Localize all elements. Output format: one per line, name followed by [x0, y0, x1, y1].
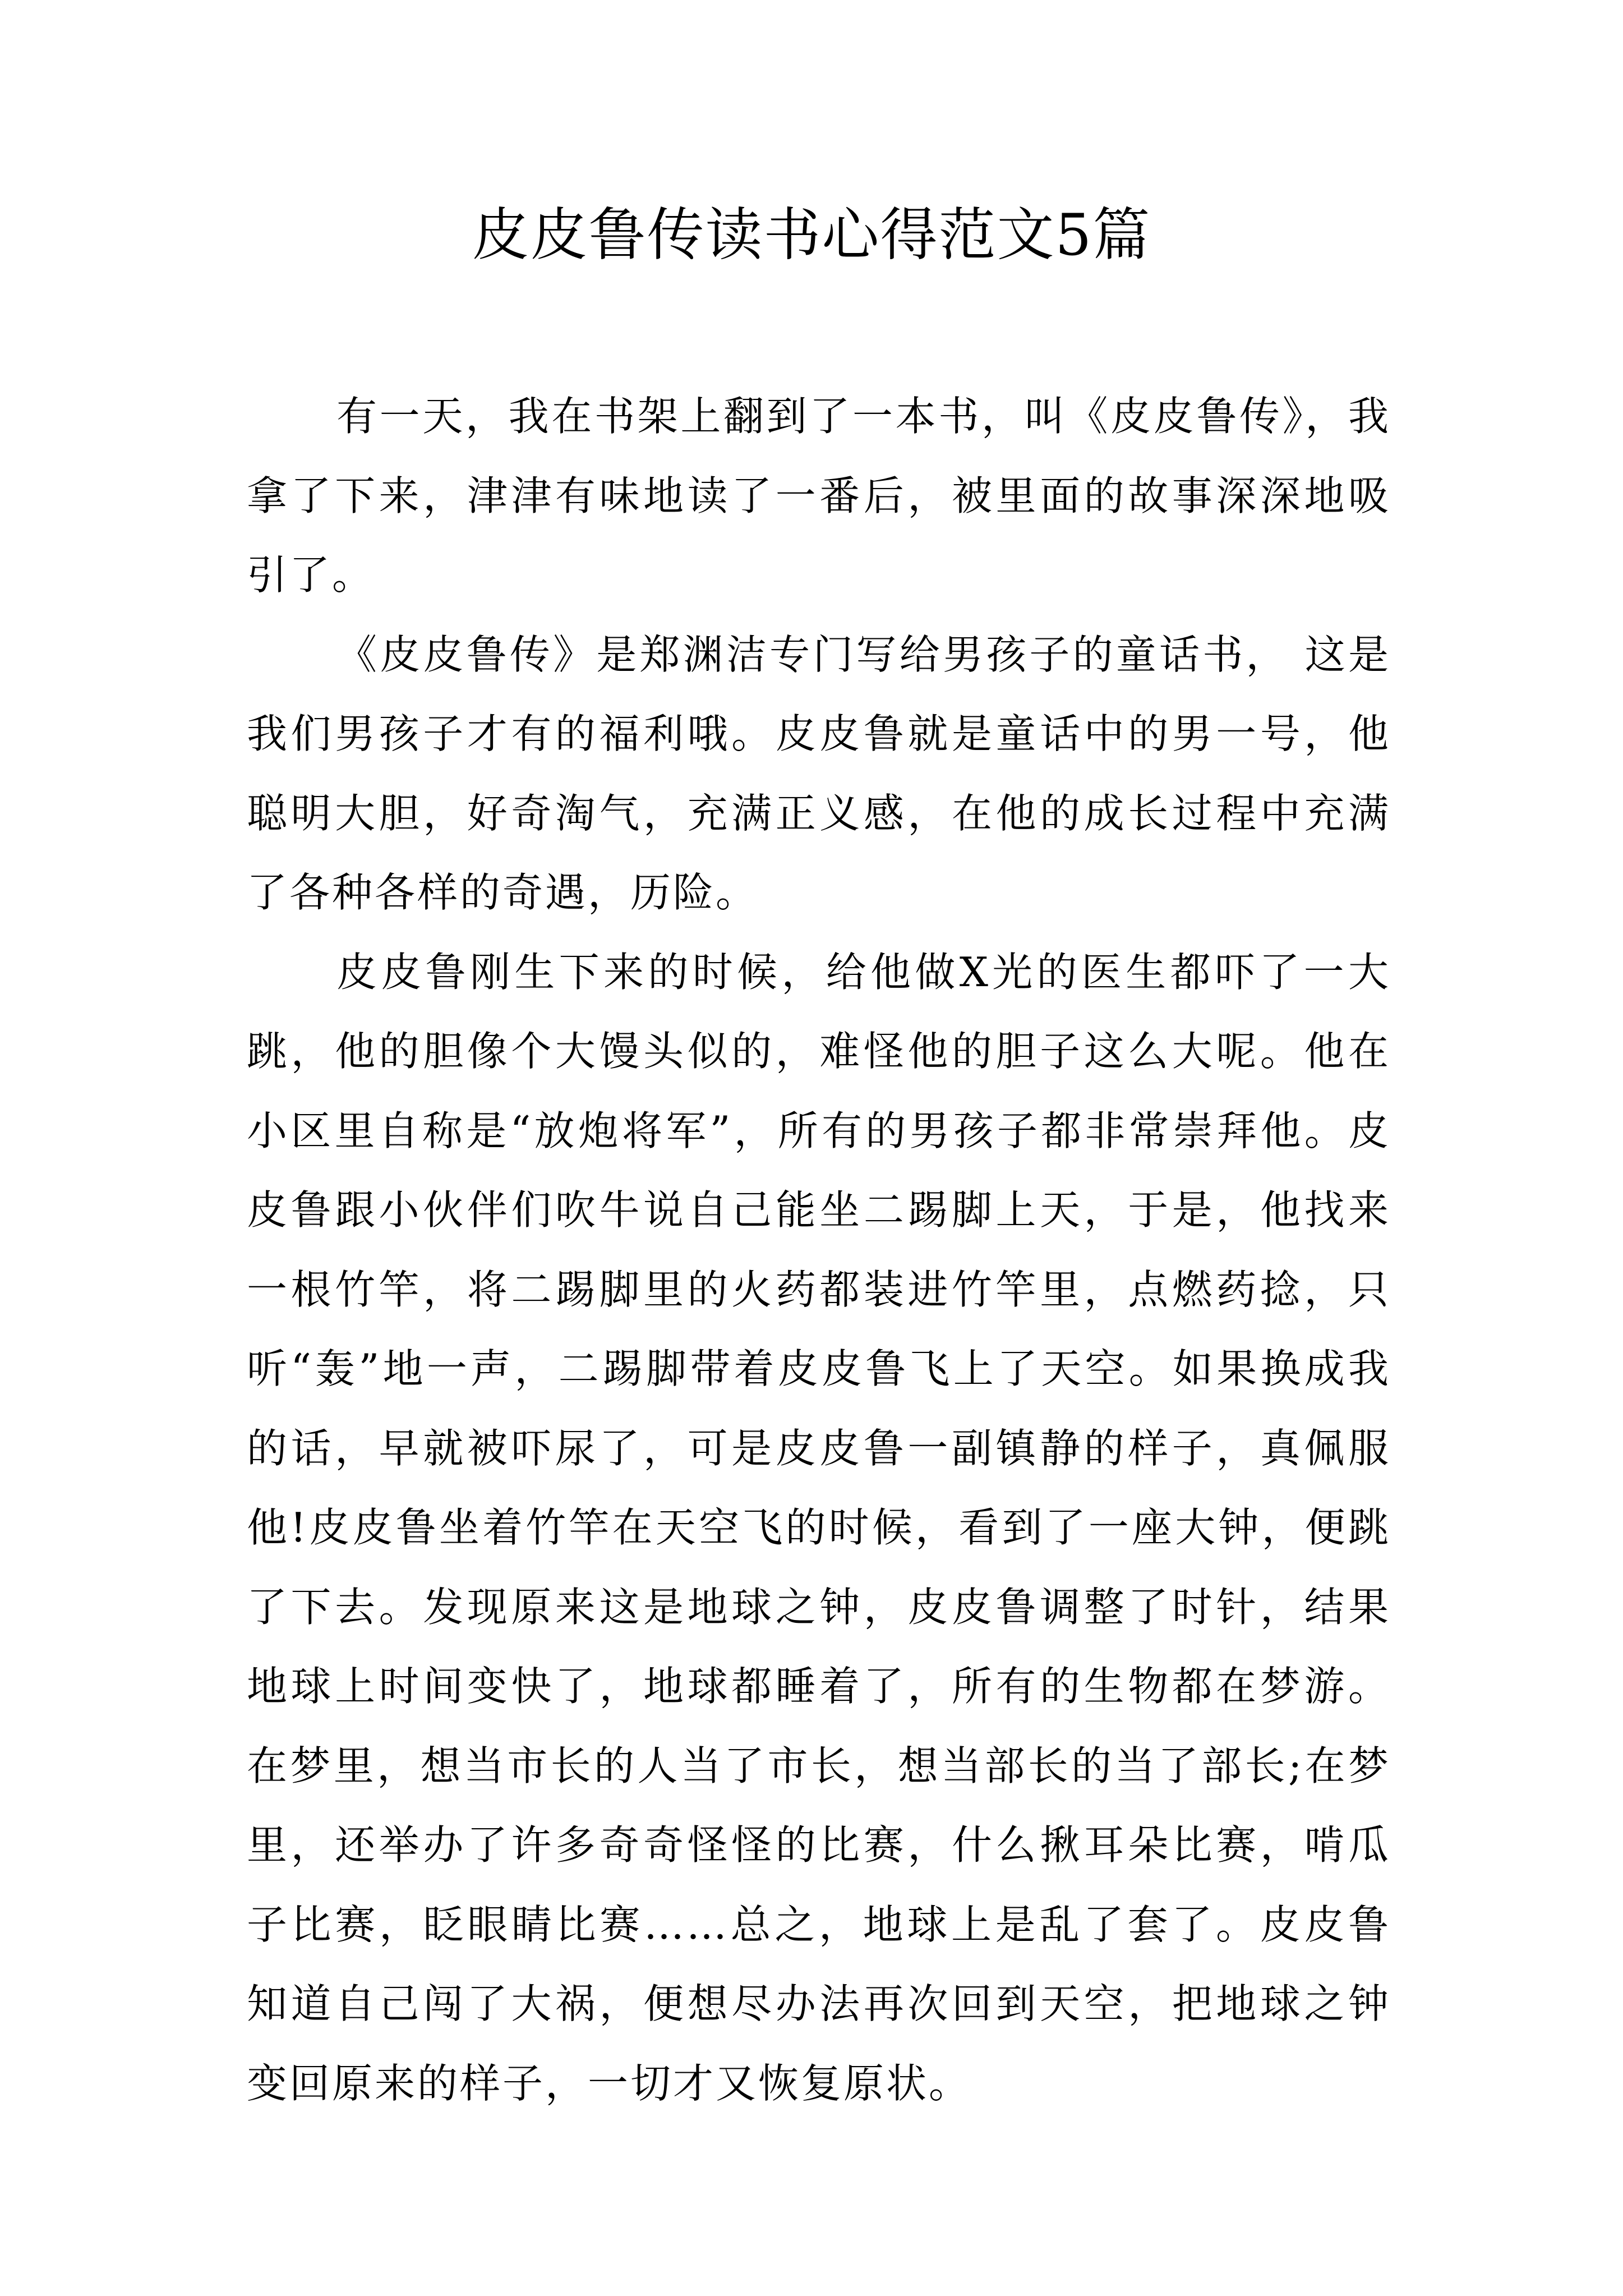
- document-title: 皮皮鲁传读书心得范文5篇: [472, 202, 1151, 269]
- paragraph-1: 有一天，我在书架上翻到了一本书，叫《皮皮鲁传》，我拿了下来，津津有味地读了一番后，被里面的故事深深地吸引了。: [247, 393, 1391, 599]
- paragraph-3: 皮皮鲁刚生下来的时候，给他做X光的医生都吓了一大跳，他的胆像个大馒头似的，难怪他的胆子这么大呢。他在小区里自称是“放炮将军”，所有的男孩子都非常崇拜他。皮皮鲁跟小伙伴们吹牛说自己能坐二踢脚上天，于是，他找来一根竹竿，将二踢脚里的火药都装进竹竿里，点燃药捻，只听“轰”地一声，二踢脚带着皮皮鲁飞上了天空。如果换成我的话，早就被吓尿了，可是皮皮鲁一副镇静的样子，真佩服他!皮皮鲁坐着竹竿在天空飞的时候，看到了一座大钟，便跳了下去。发现原来这是地球之钟，皮皮鲁调整了时针，结果地球上时间变快了，地球都睡着了，所有的生物都在梦游。在梦里，想当市长的人当了市长，想当部长的当了部长;在梦里，还举办了许多奇奇怪怪的比赛，什么揪耳朵比赛，啃瓜子比赛，眨眼睛比赛……总之，地球上是乱了套了。皮皮鲁知道自己闯了大祸，便想尽办法再次回到天空，把地球之钟变回原来的样子，一切才又恢复原状。: [247, 948, 1391, 2107]
- document-body: [247, 377, 1391, 2123]
- paragraph-2: 《皮皮鲁传》是郑渊洁专门写给男孩子的童话书， 这是我们男孩子才有的福利哦。皮皮鲁就是童话中的男一号，他聪明大胆，好奇淘气，充满正义感，在他的成长过程中充满了各种各样的奇遇，历险。: [247, 631, 1391, 916]
